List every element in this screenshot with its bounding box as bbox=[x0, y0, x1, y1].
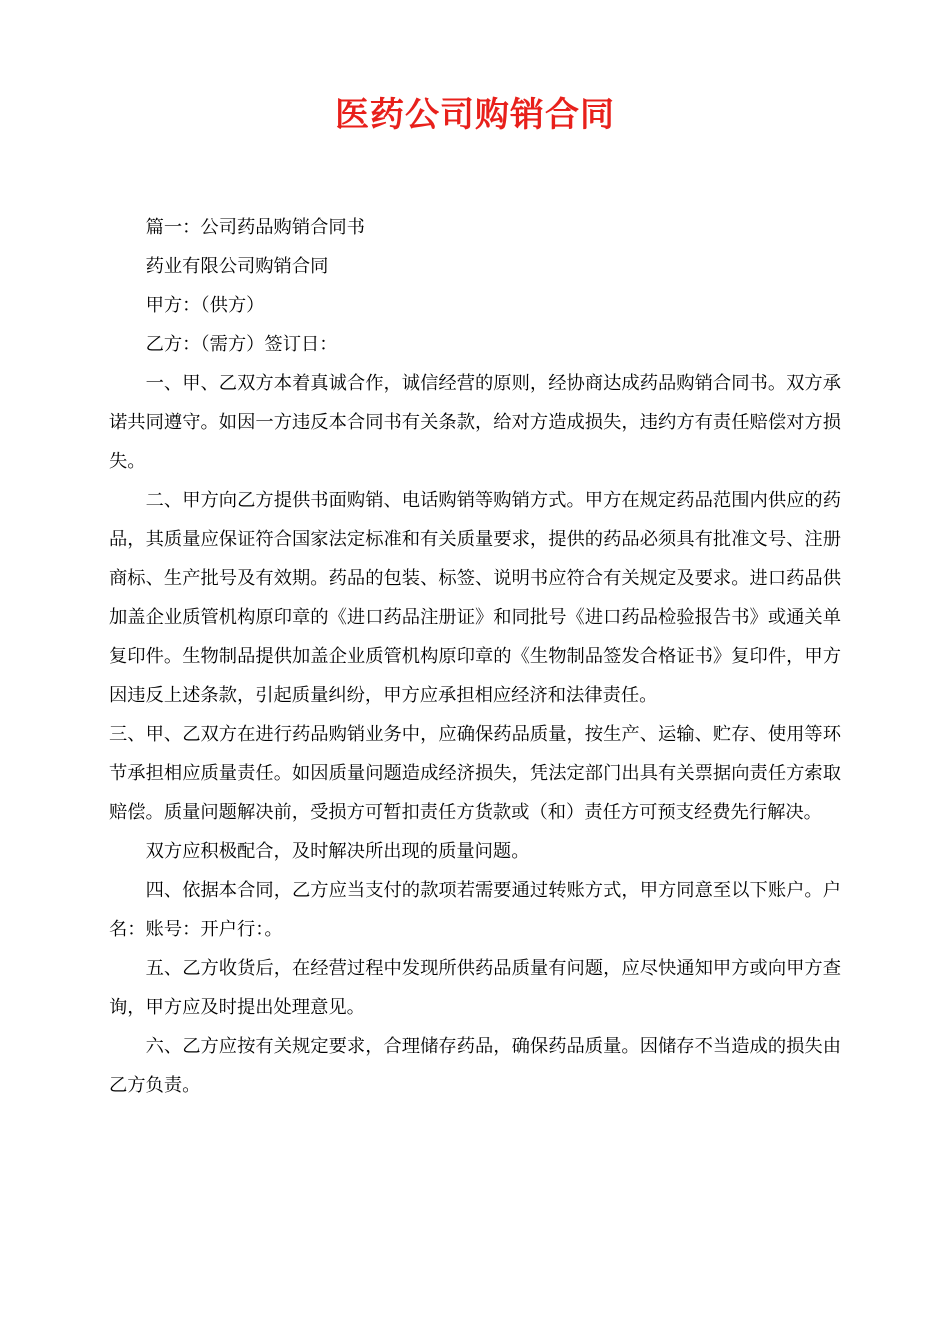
paragraph-cooperation: 双方应积极配合，及时解决所出现的质量问题。 bbox=[145, 841, 530, 862]
paragraph-heading-part-one: 篇一：公司药品购销合同书 bbox=[145, 217, 365, 238]
paragraph-clause-5: 五、乙方收货后，在经营过程中发现所供药品质量有问题，应尽快通知甲方或向甲方查询，甲方应及时提出处理意见。 bbox=[109, 958, 841, 1018]
paragraph-company-contract: 药业有限公司购销合同 bbox=[145, 256, 329, 277]
document-title: 医药公司购销合同 bbox=[335, 95, 615, 135]
document-body bbox=[109, 208, 841, 1105]
paragraph-clause-2: 二、甲方向乙方提供书面购销、电话购销等购销方式。甲方在规定药品范围内供应的药品，其质量应保证符合国家法定标准和有关质量要求，提供的药品必须具有批准文号、注册商标、生产批号及有效期。药品的包装、标签、说明书应符合有关规定及要求。进口药品供加盖企业质管机构原印章的《进口药品注册证》和同批号《进口药品检验报告书》或通关单复印件。生物制品提供加盖企业质管机构原印章的《生物制品签发合格证书》复印件，甲方因违反上述条款，引起质量纠纷，甲方应承担相应经济和法律责任。 bbox=[109, 490, 841, 706]
paragraph-clause-3: 三、甲、乙双方在进行药品购销业务中，应确保药品质量，按生产、运输、贮存、使用等环节承担相应质量责任。如因质量问题造成经济损失，凭法定部门出具有关票据向责任方索取赔偿。质量问题解决前，受损方可暂扣责任方货款或（和）责任方可预支经费先行解决。 bbox=[109, 724, 841, 823]
paragraph-clause-4: 四、依据本合同，乙方应当支付的款项若需要通过转账方式，甲方同意至以下账户。户名：账号：开户行：。 bbox=[109, 880, 841, 940]
paragraph-party-b: 乙方：（需方）签订日： bbox=[145, 334, 338, 355]
paragraph-party-a: 甲方：（供方） bbox=[145, 295, 265, 316]
paragraph-clause-1: 一、甲、乙双方本着真诚合作，诚信经营的原则，经协商达成药品购销合同书。双方承诺共同遵守。如因一方违反本合同书有关条款，给对方造成损失，违约方有责任赔偿对方损失。 bbox=[109, 373, 841, 472]
paragraph-clause-6: 六、乙方应按有关规定要求，合理储存药品，确保药品质量。因储存不当造成的损失由乙方负责。 bbox=[109, 1036, 841, 1096]
